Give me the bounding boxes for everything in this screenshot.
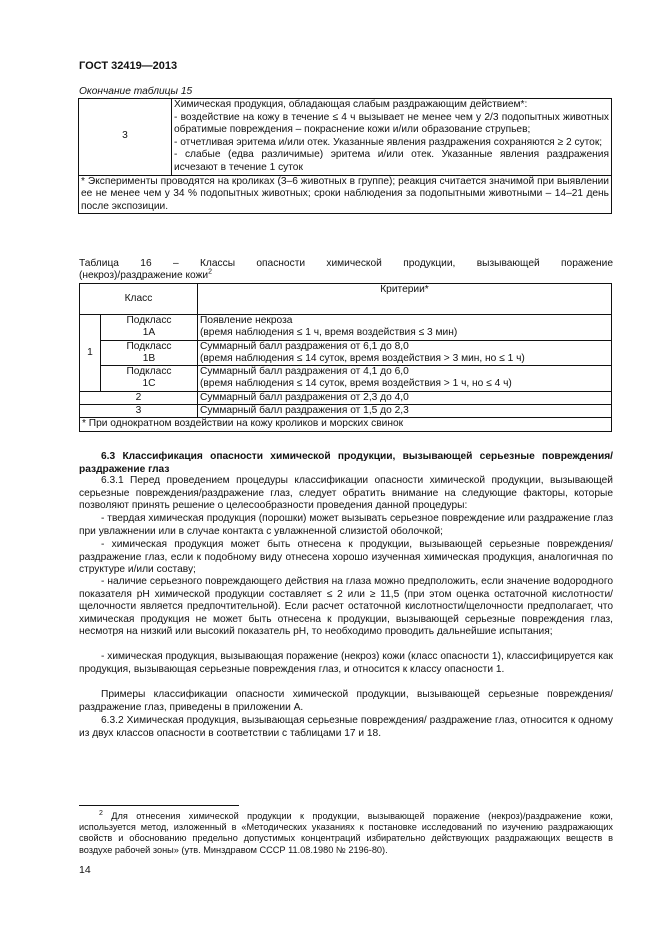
class-cell: 3	[80, 405, 198, 418]
subclass-cell: Подкласс 1В	[101, 340, 198, 366]
criteria-line: - отчетливая эритема и/или отек. Указанные явления раздражения сохраняются ≥ 2 суток;	[174, 136, 603, 148]
column-header-criteria: Критерии*	[198, 284, 612, 315]
table-note-row	[80, 418, 612, 431]
table-15-note: * Эксперименты проводятся на кроликах (3–6 животных в группе); реакция считается значимой при выявлении ее не менее чем у 34 % подопытных животных; сроки наблюдения за подопытными животными – 14–21 день после экспозиции.	[79, 175, 612, 214]
criteria-cell: Суммарный балл раздражения от 6,1 до 8,0 (время наблюдения ≤ 14 суток, время воздействия > 3 мин, но ≤ 1 ч)	[198, 340, 612, 366]
footnote-divider	[79, 805, 239, 806]
table-16-caption: Таблица 16 – Классы опасности химической продукции, вызывающей поражение	[79, 258, 613, 269]
table-row	[79, 99, 612, 176]
table-row	[80, 391, 612, 404]
criteria-line: Химическая продукция, обладающая слабым раздражающим действием*:	[174, 99, 528, 110]
class-1-cell: 1	[80, 315, 101, 392]
table-row	[80, 405, 612, 418]
criteria-cell	[172, 99, 612, 176]
class-cell: 2	[80, 391, 198, 404]
criteria-cell: Суммарный балл раздражения от 2,3 до 4,0	[198, 391, 612, 404]
subclass-cell: Подкласс 1А	[101, 315, 198, 341]
column-header-class: Класс	[80, 284, 198, 315]
criteria-line: - слабые (едва различимые) эритема и/или отек. Указанные явления раздражения исчезают в течение 1 суток	[174, 149, 609, 173]
paragraph-6-3-1: 6.3.1 Перед проведением процедуры классификации опасности химической продукции, вызывающей серьезные повреждения/раздражение глаз, следует обратить внимание на следующие факторы, которые позволяют принять решение о целесообразности проведения данной процедуры:	[79, 475, 613, 512]
subclass-cell: Подкласс 1С	[101, 366, 198, 392]
hazard-class-cell: 3	[79, 99, 172, 176]
footnote-ref: 2	[208, 268, 213, 276]
bullet-item: - химическая продукция может быть отнесена к продукции, вызывающей серьезные повреждения/раздражение глаз, если к подобному виду отнесена хорошо изученная химическая продукция, аналогичная по структуре и/или составу;	[79, 539, 613, 576]
table-15	[78, 98, 612, 214]
document-header: ГОСТ 32419—2013	[79, 60, 178, 72]
section-heading: 6.3 Классификация опасности химической продукции, вызывающей серьезные повреждения/раздражение глаз	[79, 451, 613, 475]
criteria-line: - воздействие на кожу в течение ≤ 4 ч вызывает не менее чем у 2/3 подопытных животных обратимые повреждения – покраснение кожи и/или образование струпьев;	[174, 111, 609, 136]
bullet-item: - химическая продукция, вызывающая поражение (некроз) кожи (класс опасности 1), классифицируется как продукция, вызывающая серьезные повреждения глаз, и относится к классу опасности 1.	[79, 651, 613, 675]
table-16	[79, 283, 612, 432]
table-15-caption: Окончание таблицы 15	[79, 86, 193, 97]
table-16-note: * При однократном воздействии на кожу кроликов и морских свинок	[80, 418, 612, 431]
paragraph-examples: Примеры классификации опасности химической продукции, вызывающей серьезные повреждения/раздражение глаз, приведены в приложении А.	[79, 689, 613, 713]
table-row	[80, 366, 612, 392]
bullet-item: - твердая химическая продукция (порошки) может вызывать серьезное повреждение или раздражение глаз при увлажнении или в случае контакта с увлажненной слизистой оболочкой;	[79, 513, 613, 537]
paragraph-6-3-2: 6.3.2 Химическая продукция, вызывающая серьезные повреждения/ раздражение глаз, относится к одному из двух классов опасности в соответствии с таблицами 17 и 18.	[79, 715, 613, 739]
bullet-item: - наличие серьезного повреждающего действия на глаза можно предположить, если значение водородного показателя pH химической продукции составляет ≤ 2 или ≥ 11,5 (при этом оценка остаточной кислотности/щелочности является предпочтительной). Если расчет остаточной кислотности/щелочности предполагает, что химическая продукция не может быть отнесена к продукции, вызывающей серьезные повреждения глаз, несмотря на низкий или высокий показатель pH, то необходимо проводить дальнейшие испытания;	[79, 576, 613, 638]
footnote: $^2$ Для отнесения химической продукции к продукции, вызывающей поражение (некроз)/раздражение кожи, используется метод, изложенный в «Методических указаниях к постановке исследований по изучению раздражающих свойств и обоснованию предельно допустимых концентраций избирательно действующих раздражающих веществ в воздухе рабочей зоны» (утв. Минздравом СССР 11.08.1980 № 2196-80).	[79, 809, 613, 855]
table-16-caption-cont: (некроз)/раздражение кожи$^2$	[79, 268, 213, 281]
table-row	[80, 340, 612, 366]
table-header-row	[80, 284, 612, 315]
criteria-cell: Суммарный балл раздражения от 1,5 до 2,3	[198, 405, 612, 418]
table-row	[80, 315, 612, 341]
footnote-mark: 2	[99, 809, 103, 817]
criteria-cell: Суммарный балл раздражения от 4,1 до 6,0 (время наблюдения ≤ 14 суток, время воздействия > 1 ч, но ≤ 4 ч)	[198, 366, 612, 392]
table-note-row	[79, 175, 612, 214]
criteria-cell: Появление некроза (время наблюдения ≤ 1 ч, время воздействия ≤ 3 мин)	[198, 315, 612, 341]
page-number: 14	[79, 864, 91, 876]
